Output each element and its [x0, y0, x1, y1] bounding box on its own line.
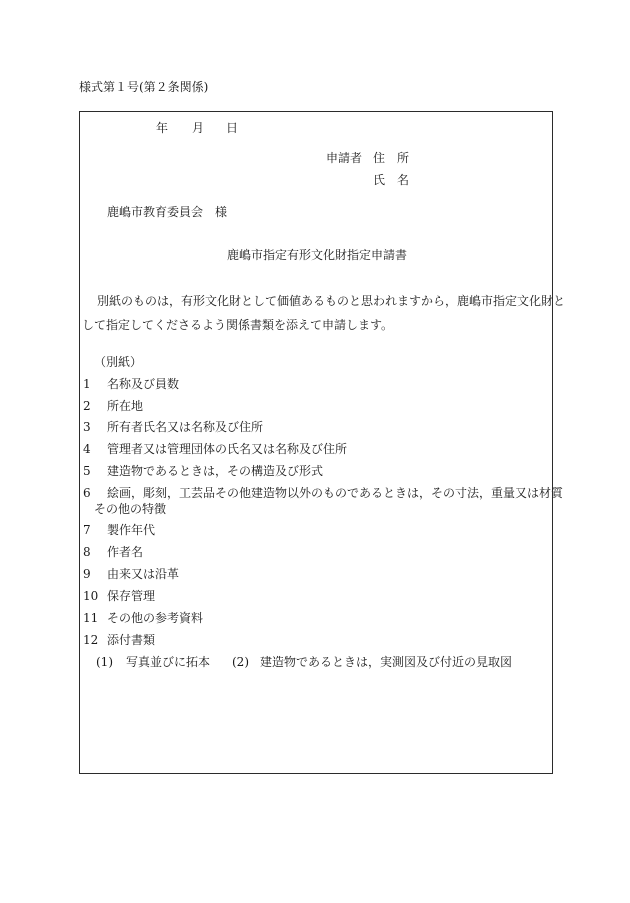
item-number: 3 [83, 420, 91, 434]
item-number: 11 [83, 611, 99, 625]
applicant-name-label: 氏 名 [373, 173, 410, 187]
item-text: 名称及び員数 [107, 377, 180, 391]
date-day-label: 日 [226, 121, 239, 135]
item-text-continuation: その他の特徴 [94, 502, 167, 516]
attachment-text: 建造物であるときは，実測図及び付近の見取図 [260, 655, 513, 669]
item-number: 9 [83, 567, 91, 581]
item-text: 由来又は沿革 [107, 567, 180, 581]
item-number: 1 [83, 377, 91, 391]
date-month-label: 月 [192, 121, 205, 135]
body-text-line-1: 別紙のものは，有形文化財として価値あるものと思われますから，鹿嶋市指定文化財と [97, 294, 566, 308]
addressee: 鹿嶋市教育委員会 様 [107, 205, 228, 219]
item-number: 8 [83, 545, 91, 559]
item-number: 12 [83, 633, 99, 647]
form-number: 様式第１号(第２条関係) [79, 80, 209, 94]
applicant-label: 申請者 [326, 151, 363, 165]
item-text: その他の参考資料 [107, 611, 204, 625]
attachment-number: (2) [232, 655, 249, 669]
item-number: 2 [83, 399, 91, 413]
item-text: 所有者氏名又は名称及び住所 [107, 420, 264, 434]
body-text-line-2: して指定してくださるよう関係書類を添えて申請します。 [82, 318, 394, 332]
attachment-text: 写真並びに拓本 [126, 655, 211, 669]
item-number: 7 [83, 523, 91, 537]
item-text: 所在地 [107, 399, 144, 413]
item-text: 建造物であるときは，その構造及び形式 [107, 464, 324, 478]
document-title: 鹿嶋市指定有形文化財指定申請書 [227, 248, 408, 262]
attachment-number: (1) [96, 655, 113, 669]
item-text: 添付書類 [107, 633, 156, 647]
item-text: 保存管理 [107, 589, 156, 603]
item-number: 4 [83, 442, 91, 456]
date-year-label: 年 [156, 121, 169, 135]
item-text: 管理者又は管理団体の氏名又は名称及び住所 [107, 442, 348, 456]
item-text: 絵画，彫刻，工芸品その他建造物以外のものであるときは，その寸法，重量又は材質 [107, 486, 564, 500]
item-text: 製作年代 [107, 523, 156, 537]
applicant-address-label: 住 所 [373, 151, 410, 165]
item-number: 6 [83, 486, 91, 500]
item-text: 作者名 [107, 545, 144, 559]
item-number: 10 [83, 589, 99, 603]
item-number: 5 [83, 464, 91, 478]
attachment-heading: （別紙） [94, 355, 143, 369]
